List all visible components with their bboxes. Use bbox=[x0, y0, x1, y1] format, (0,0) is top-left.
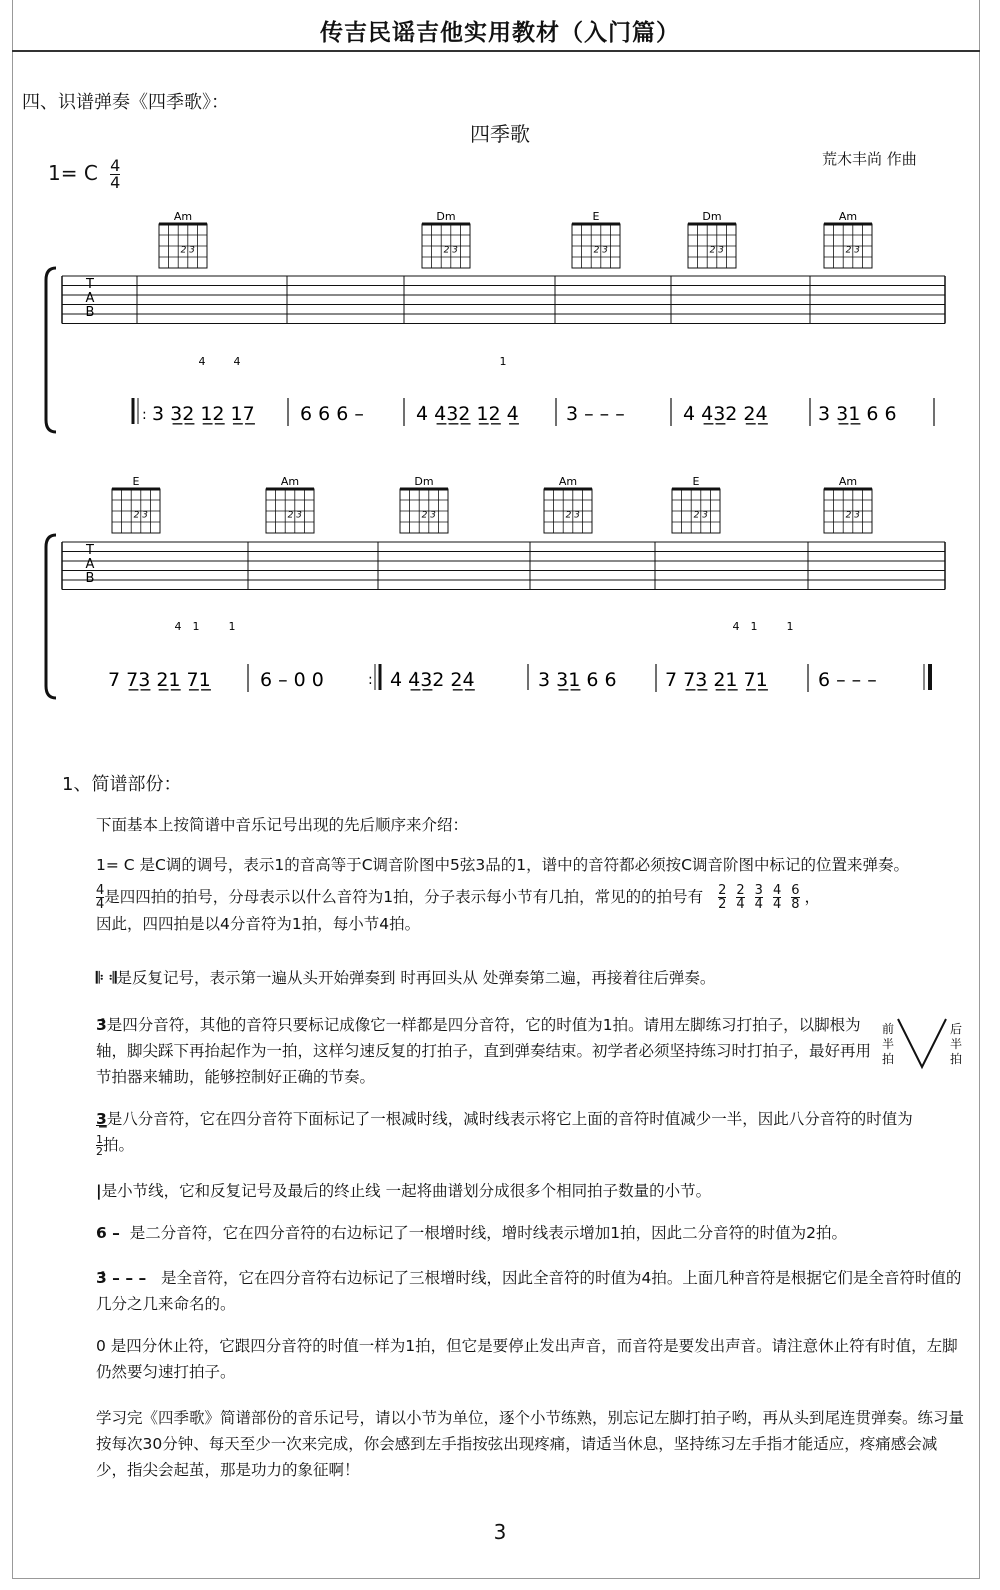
svg-text:2 3: 2 3 bbox=[180, 245, 195, 256]
chord-name: Am bbox=[838, 475, 858, 488]
score-system-2 bbox=[0, 0, 1000, 720]
finger-number: 4 bbox=[174, 620, 182, 633]
svg-text:2 3: 2 3 bbox=[593, 245, 608, 256]
page-number: 3 bbox=[493, 1520, 507, 1544]
svg-text:2 3: 2 3 bbox=[565, 510, 580, 521]
chord-diagram bbox=[544, 475, 592, 533]
chord-diagram bbox=[112, 475, 160, 533]
paragraph-time: $\frac{4}{4}$ 是四四拍的拍号，分母表示以什么音符为1拍，分子表示每小节有几拍，常见的的拍号有 $\frac{2}{2}$ $\frac{2}{4}$ $\frac{3}{4}$ $\frac{4}{4}$ $\frac{6}{8}$ ， 因此，四四拍是以4分音符为1拍，每小节4拍。 bbox=[96, 883, 820, 933]
chord-name: E bbox=[592, 210, 600, 223]
chord-name: Am bbox=[173, 210, 193, 223]
chord-diagrams-row-2 bbox=[112, 475, 872, 533]
svg-text:半: 半 bbox=[882, 1037, 895, 1051]
tab-clef-letter: A bbox=[85, 291, 95, 306]
time-signature-item: $\frac{4}{4}$ bbox=[772, 883, 782, 912]
time-signature: $\frac{4}{4}$ bbox=[110, 156, 121, 192]
chord-name: Dm bbox=[414, 475, 434, 488]
key-label: 1= C bbox=[48, 161, 98, 185]
jianpu-measure: 3 3̲1̲ 6 6 bbox=[538, 669, 617, 691]
paragraph-eighth-note: 3̲是八分音符，它在四分音符下面标记了一根减时线，减时线表示将它上面的音符时值减少一半，因此八分音符的时值为 $\frac{1}{2}$ 拍。 bbox=[96, 1110, 913, 1158]
jianpu-measure: 3 3̲1̲ 6 6 bbox=[818, 403, 897, 425]
tab-clef-letter: T bbox=[86, 277, 94, 292]
svg-text:后: 后 bbox=[950, 1022, 963, 1036]
jianpu-row-2 bbox=[108, 664, 930, 692]
section-title: 四、识谱弹奏《四季歌》： bbox=[22, 92, 229, 113]
finger-number: 4 bbox=[732, 620, 740, 633]
svg-text:2 3: 2 3 bbox=[693, 510, 708, 521]
jianpu-measure: 6 – 0 0 bbox=[260, 669, 324, 691]
paragraph-intro: 下面基本上按简谱中音乐记号出现的先后顺序来介绍： bbox=[96, 816, 469, 834]
chord-name: E bbox=[692, 475, 700, 488]
svg-text:2 3: 2 3 bbox=[845, 510, 860, 521]
chord-diagram bbox=[672, 475, 720, 533]
svg-text:2 3: 2 3 bbox=[443, 245, 458, 256]
svg-text::: : bbox=[368, 672, 373, 688]
svg-text:2 3: 2 3 bbox=[845, 245, 860, 256]
finger-number: 1 bbox=[750, 620, 758, 633]
chord-name: E bbox=[132, 475, 140, 488]
paragraph-rest: 0 是四分休止符，它跟四分音符的时值一样为1拍，但它是要停止发出声音，而音符是要发出声音。请注意休止符有时值，左脚仍然要匀速打拍子。 bbox=[96, 1337, 958, 1381]
paragraph-key: 1= C 是C调的调号，表示1的音高等于C调音阶图中5弦3品的1，谱中的音符都必须按C调音阶图中标记的位置来弹奏。 bbox=[96, 856, 909, 874]
paragraph-repeat: 𝄆 𝄇是反复记号，表示第一遍从头开始弹奏到 时再回头从 处弹奏第二遍，再接着往后弹奏。 bbox=[96, 969, 716, 987]
svg-text:前: 前 bbox=[882, 1022, 895, 1036]
chord-diagram bbox=[824, 475, 872, 533]
song-title: 四季歌 bbox=[470, 122, 530, 146]
jianpu-measure: 3 – – – bbox=[566, 403, 625, 425]
system-bracket bbox=[46, 535, 56, 698]
chord-name: Dm bbox=[702, 210, 722, 223]
paragraph-barline: |是小节线，它和反复记号及最后的终止线 一起将曲谱划分成很多个相同拍子数量的小节。 bbox=[96, 1182, 712, 1200]
tab-clef-letter: B bbox=[85, 305, 95, 320]
jianpu-measure: 6 – – – bbox=[818, 669, 877, 691]
finger-number: 4 bbox=[233, 355, 241, 368]
svg-text:2 3: 2 3 bbox=[709, 245, 724, 256]
svg-text:拍: 拍 bbox=[950, 1052, 963, 1066]
tab-clef-letter: A bbox=[85, 557, 95, 572]
jianpu-measure: 4̇ 4̲̇3̲2 2̲4̲̇ bbox=[390, 669, 475, 691]
time-signature-list bbox=[708, 883, 800, 912]
page-header-title: 传吉民谣吉他实用教材（入门篇） bbox=[320, 20, 680, 46]
svg-text::: : bbox=[142, 407, 147, 423]
paragraph-quarter-note: 3̇是四分音符，其他的音符只要标记成像它一样都是四分音符，它的时值为1拍。请用左脚练习打拍子，以脚根为轴，脚尖踩下再抬起作为一拍，这样匀速反复的打拍子，直到弹奏结束。初学者必须坚持练习时打拍子，最好再用节拍器来辅助，能够控制好正确的节奏。 bbox=[96, 1016, 872, 1086]
svg-text:拍: 拍 bbox=[882, 1052, 895, 1066]
time-signature-item: $\frac{2}{4}$ bbox=[736, 883, 745, 912]
tab-staff-2 bbox=[62, 542, 945, 633]
chord-name: Dm bbox=[436, 210, 456, 223]
composer: 荒木丰尚 作曲 bbox=[822, 150, 917, 168]
finger-number: 1 bbox=[192, 620, 200, 633]
jianpu-measure: 4̇ 4̲̇3̲2 2̲4̲̇ bbox=[683, 403, 768, 425]
paragraph-whole-note: 3̇ – – – 是全音符，它在四分音符右边标记了三根增时线，因此全音符的时值为4拍。上面几种音符是根据它们是全音符时值的几分之几来命名的。 bbox=[96, 1269, 962, 1313]
svg-text:2 3: 2 3 bbox=[133, 510, 148, 521]
jianpu-measure: 7 7̲3̲ 2̲1̲ 7̲1̲ bbox=[665, 669, 768, 691]
chord-diagram bbox=[266, 475, 314, 533]
jianpu-measure: 3 3̲2̲ 1̲2̲ 1̲7̲ bbox=[152, 403, 255, 425]
chord-name: Am bbox=[838, 210, 858, 223]
finger-number: 1 bbox=[786, 620, 794, 633]
subsection-heading: 1、简谱部份： bbox=[62, 774, 182, 795]
paragraph-half-note: 6 – 是二分音符，它在四分音符的右边标记了一根增时线，增时线表示增加1拍，因此二分音符的时值为2拍。 bbox=[96, 1224, 848, 1242]
time-signature-item: $\frac{3}{4}$ bbox=[754, 883, 763, 912]
finger-number: 1 bbox=[499, 355, 507, 368]
chord-name: Am bbox=[558, 475, 578, 488]
finger-number: 1 bbox=[228, 620, 236, 633]
time-signature-item: $\frac{6}{8}$ bbox=[791, 883, 800, 912]
svg-text:2 3: 2 3 bbox=[421, 510, 436, 521]
finger-number: 4 bbox=[198, 355, 206, 368]
paragraph-practice: 学习完《四季歌》简谱部份的音乐记号，请以小节为单位，逐个小节练熟，别忘记左脚打拍子哟，再从头到尾连贯弹奏。练习量按每次30分钟、每天至少一次来完成，你会感到左手指按弦出现疼痛，请适当休息，坚持练习左手指才能适应，疼痛感会减少，指尖会起茧，那是功力的象征啊！ bbox=[96, 1409, 965, 1479]
beat-diagram bbox=[880, 1015, 966, 1075]
tab-clef-letter: B bbox=[85, 571, 95, 586]
tab-clef-letter: T bbox=[86, 543, 94, 558]
chord-name: Am bbox=[280, 475, 300, 488]
chord-diagram bbox=[400, 475, 448, 533]
time-fraction-4-4: $\frac{4}{4}$ bbox=[96, 883, 105, 912]
svg-text:2 3: 2 3 bbox=[287, 510, 302, 521]
jianpu-measure: 4̇ 4̲̇3̲2̲ 1̲2̲ 4̲̇ bbox=[416, 403, 519, 425]
time-signature-item: $\frac{2}{2}$ bbox=[718, 883, 727, 912]
svg-text:半: 半 bbox=[950, 1037, 963, 1051]
jianpu-measure: 6 6 6 – bbox=[300, 403, 364, 425]
jianpu-measure: 7 7̲3̲ 2̲1̲ 7̲1̲ bbox=[108, 669, 211, 691]
